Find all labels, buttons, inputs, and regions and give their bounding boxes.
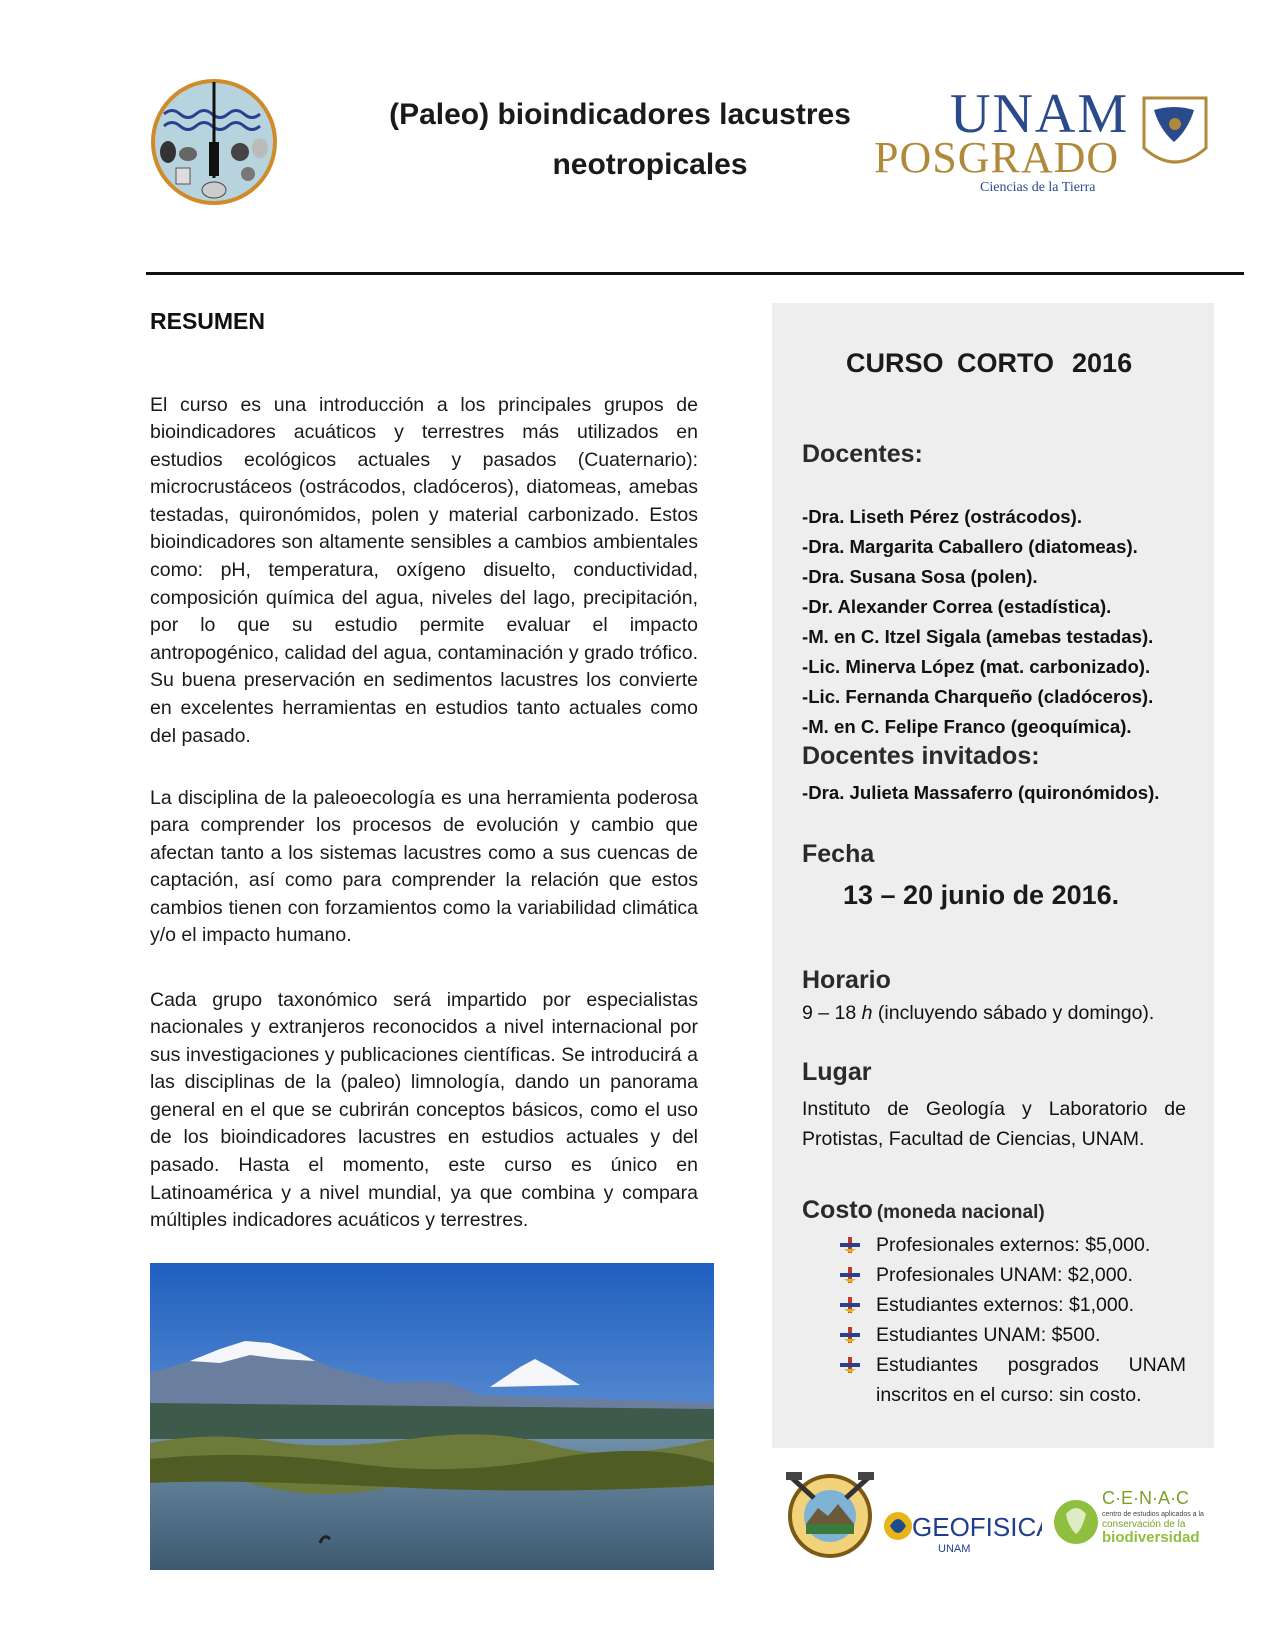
title-line-1: (Paleo) bioindicadores lacustres — [389, 98, 851, 131]
cenac-line-3: biodiversidad — [1102, 1529, 1200, 1546]
costo-item-text: Profesionales UNAM: $2,000. — [876, 1264, 1133, 1286]
unam-wordmark: UNAM — [950, 83, 1130, 145]
costo-item — [834, 1230, 1186, 1260]
invitados-heading: Docentes invitados: — [802, 742, 1040, 770]
title-line-2: neotropicales — [552, 148, 748, 181]
lugar-heading: Lugar — [802, 1058, 872, 1086]
docente-item: -Lic. Fernanda Charqueño (cladóceros). — [802, 686, 1154, 707]
docente-item: -M. en C. Itzel Sigala (amebas testadas). — [802, 626, 1154, 647]
logo-subtitle: Ciencias de la Tierra — [980, 180, 1096, 195]
costo-item-text: Estudiantes UNAM: $500. — [876, 1324, 1101, 1346]
horario-unit: h — [861, 1002, 873, 1024]
course-year: 2016 — [1072, 348, 1133, 378]
fecha-value: 13 – 20 junio de 2016. — [843, 880, 1120, 910]
arrow-bullet-icon — [840, 1267, 860, 1283]
arrow-bullet-icon — [840, 1237, 860, 1253]
costo-item-text: Estudiantes posgrados UNAM inscritos en el curso: sin costo. — [876, 1354, 1186, 1406]
cenac-line-1: centro de estudios aplicados a la — [1102, 1511, 1204, 1518]
instituto-geologia-logo — [784, 1468, 876, 1560]
invitados-list — [802, 778, 1159, 808]
docente-item: -M. en C. Felipe Franco (geoquímica). — [802, 716, 1132, 737]
invitado-item: -Dra. Julieta Massaferro (quironómidos). — [802, 782, 1160, 803]
costo-item — [834, 1290, 1186, 1320]
docente-item: -Dr. Alexander Correa (estadística). — [802, 596, 1112, 617]
costo-item-text: Profesionales externos: $5,000. — [876, 1234, 1151, 1256]
docente-item: -Dra. Margarita Caballero (diatomeas). — [802, 536, 1138, 557]
horario-value — [802, 1002, 1154, 1025]
costo-item — [834, 1260, 1186, 1290]
arrow-bullet-icon — [840, 1357, 860, 1373]
geofisica-sub: UNAM — [938, 1543, 971, 1555]
resumen-paragraph-1: El curso es una introducción a los principales grupos de bioindicadores acuáticos y terrestres más utilizados en estudios ecológicos actuales y pasados (Cuaternario): microcrustáceos (ostrácodos, cladóceros), diatomeas, amebas testadas, quironómidos, polen y material carbonizado. Estos bioindicadores son altamente sensibles a cambios ambientales como: pH, temperatura, oxígeno disuelto, conductividad, composición química del agua, niveles del lago, precipitación, por lo que su estudio permite evaluar el impacto antropogénico, calidad del agua, contaminación y grado trófico. Su buena preservación en sedimentos lacustres los convierte en excelentes herramientas en estudios tanto actuales como del pasado. — [150, 393, 698, 747]
arrow-bullet-icon — [840, 1327, 860, 1343]
cenac-wordmark: C·E·N·A·C — [1102, 1488, 1189, 1508]
unam-posgrado-logo — [870, 83, 1200, 198]
costo-heading-text: Costo — [802, 1196, 873, 1224]
docente-item: -Dra. Liseth Pérez (ostrácodos). — [802, 506, 1083, 527]
costo-item — [834, 1350, 1186, 1410]
fecha-heading: Fecha — [802, 840, 875, 868]
docente-item: -Dra. Susana Sosa (polen). — [802, 566, 1038, 587]
horario-time: 9 – 18 — [802, 1002, 862, 1024]
posgrado-wordmark: POSGRADO — [874, 133, 1120, 182]
arrow-bullet-icon — [840, 1297, 860, 1313]
resumen-paragraph-2: La disciplina de la paleoecología es una herramienta poderosa para comprender los procesos de evolución y cambio que afectan tanto a los sistemas lacustres como a sus cuencas de captación, así como para comprender la relación que estos cambios tienen con forzamientos como la variabilidad climática y/o el impacto humano. — [150, 786, 698, 947]
course-logo — [150, 78, 278, 206]
costo-heading — [802, 1196, 1045, 1225]
docentes-list — [802, 502, 1153, 742]
cenac-logo — [1052, 1484, 1222, 1554]
docentes-heading: Docentes: — [802, 440, 923, 468]
lugar-value: Instituto de Geología y Laboratorio de Protistas, Facultad de Ciencias, UNAM. — [802, 1098, 1186, 1150]
geofisica-wordmark: GEOFISICA — [912, 1512, 1042, 1542]
costo-item-text: Estudiantes externos: $1,000. — [876, 1294, 1135, 1316]
docente-item: -Lic. Minerva López (mat. carbonizado). — [802, 656, 1151, 677]
resumen-paragraph-3: Cada grupo taxonómico será impartido por especialistas nacionales y extranjeros reconocidos a nivel internacional por sus investigaciones y publicaciones científicas. Se introducirá a las disciplinas de la (paleo) limnología, dando un panorama general en el que se cubrirán conceptos básicos, como el uso de los bioindicadores lacustres en estudios actuales y del pasado. Hasta el momento, este curso es único en Latinoamérica y a nivel mundial, ya que combina y compara múltiples indicadores acuáticos y terrestres. — [150, 988, 698, 1232]
cenac-line-2: conservación de la — [1102, 1519, 1186, 1530]
course-heading — [846, 348, 1132, 379]
costo-subheading: (moneda nacional) — [876, 1202, 1045, 1223]
course-heading-text: CURSO CORTO — [846, 348, 1055, 378]
header-divider — [146, 272, 1244, 275]
horario-note: (incluyendo sábado y domingo). — [872, 1002, 1155, 1024]
page-title — [360, 90, 880, 190]
geofisica-logo — [882, 1496, 1042, 1556]
resumen-heading: RESUMEN — [150, 308, 266, 334]
horario-heading: Horario — [802, 966, 891, 994]
unam-seal-icon — [1140, 94, 1210, 172]
lake-volcano-photo — [150, 1263, 714, 1570]
costo-item — [834, 1320, 1186, 1350]
costo-list — [834, 1230, 1186, 1410]
